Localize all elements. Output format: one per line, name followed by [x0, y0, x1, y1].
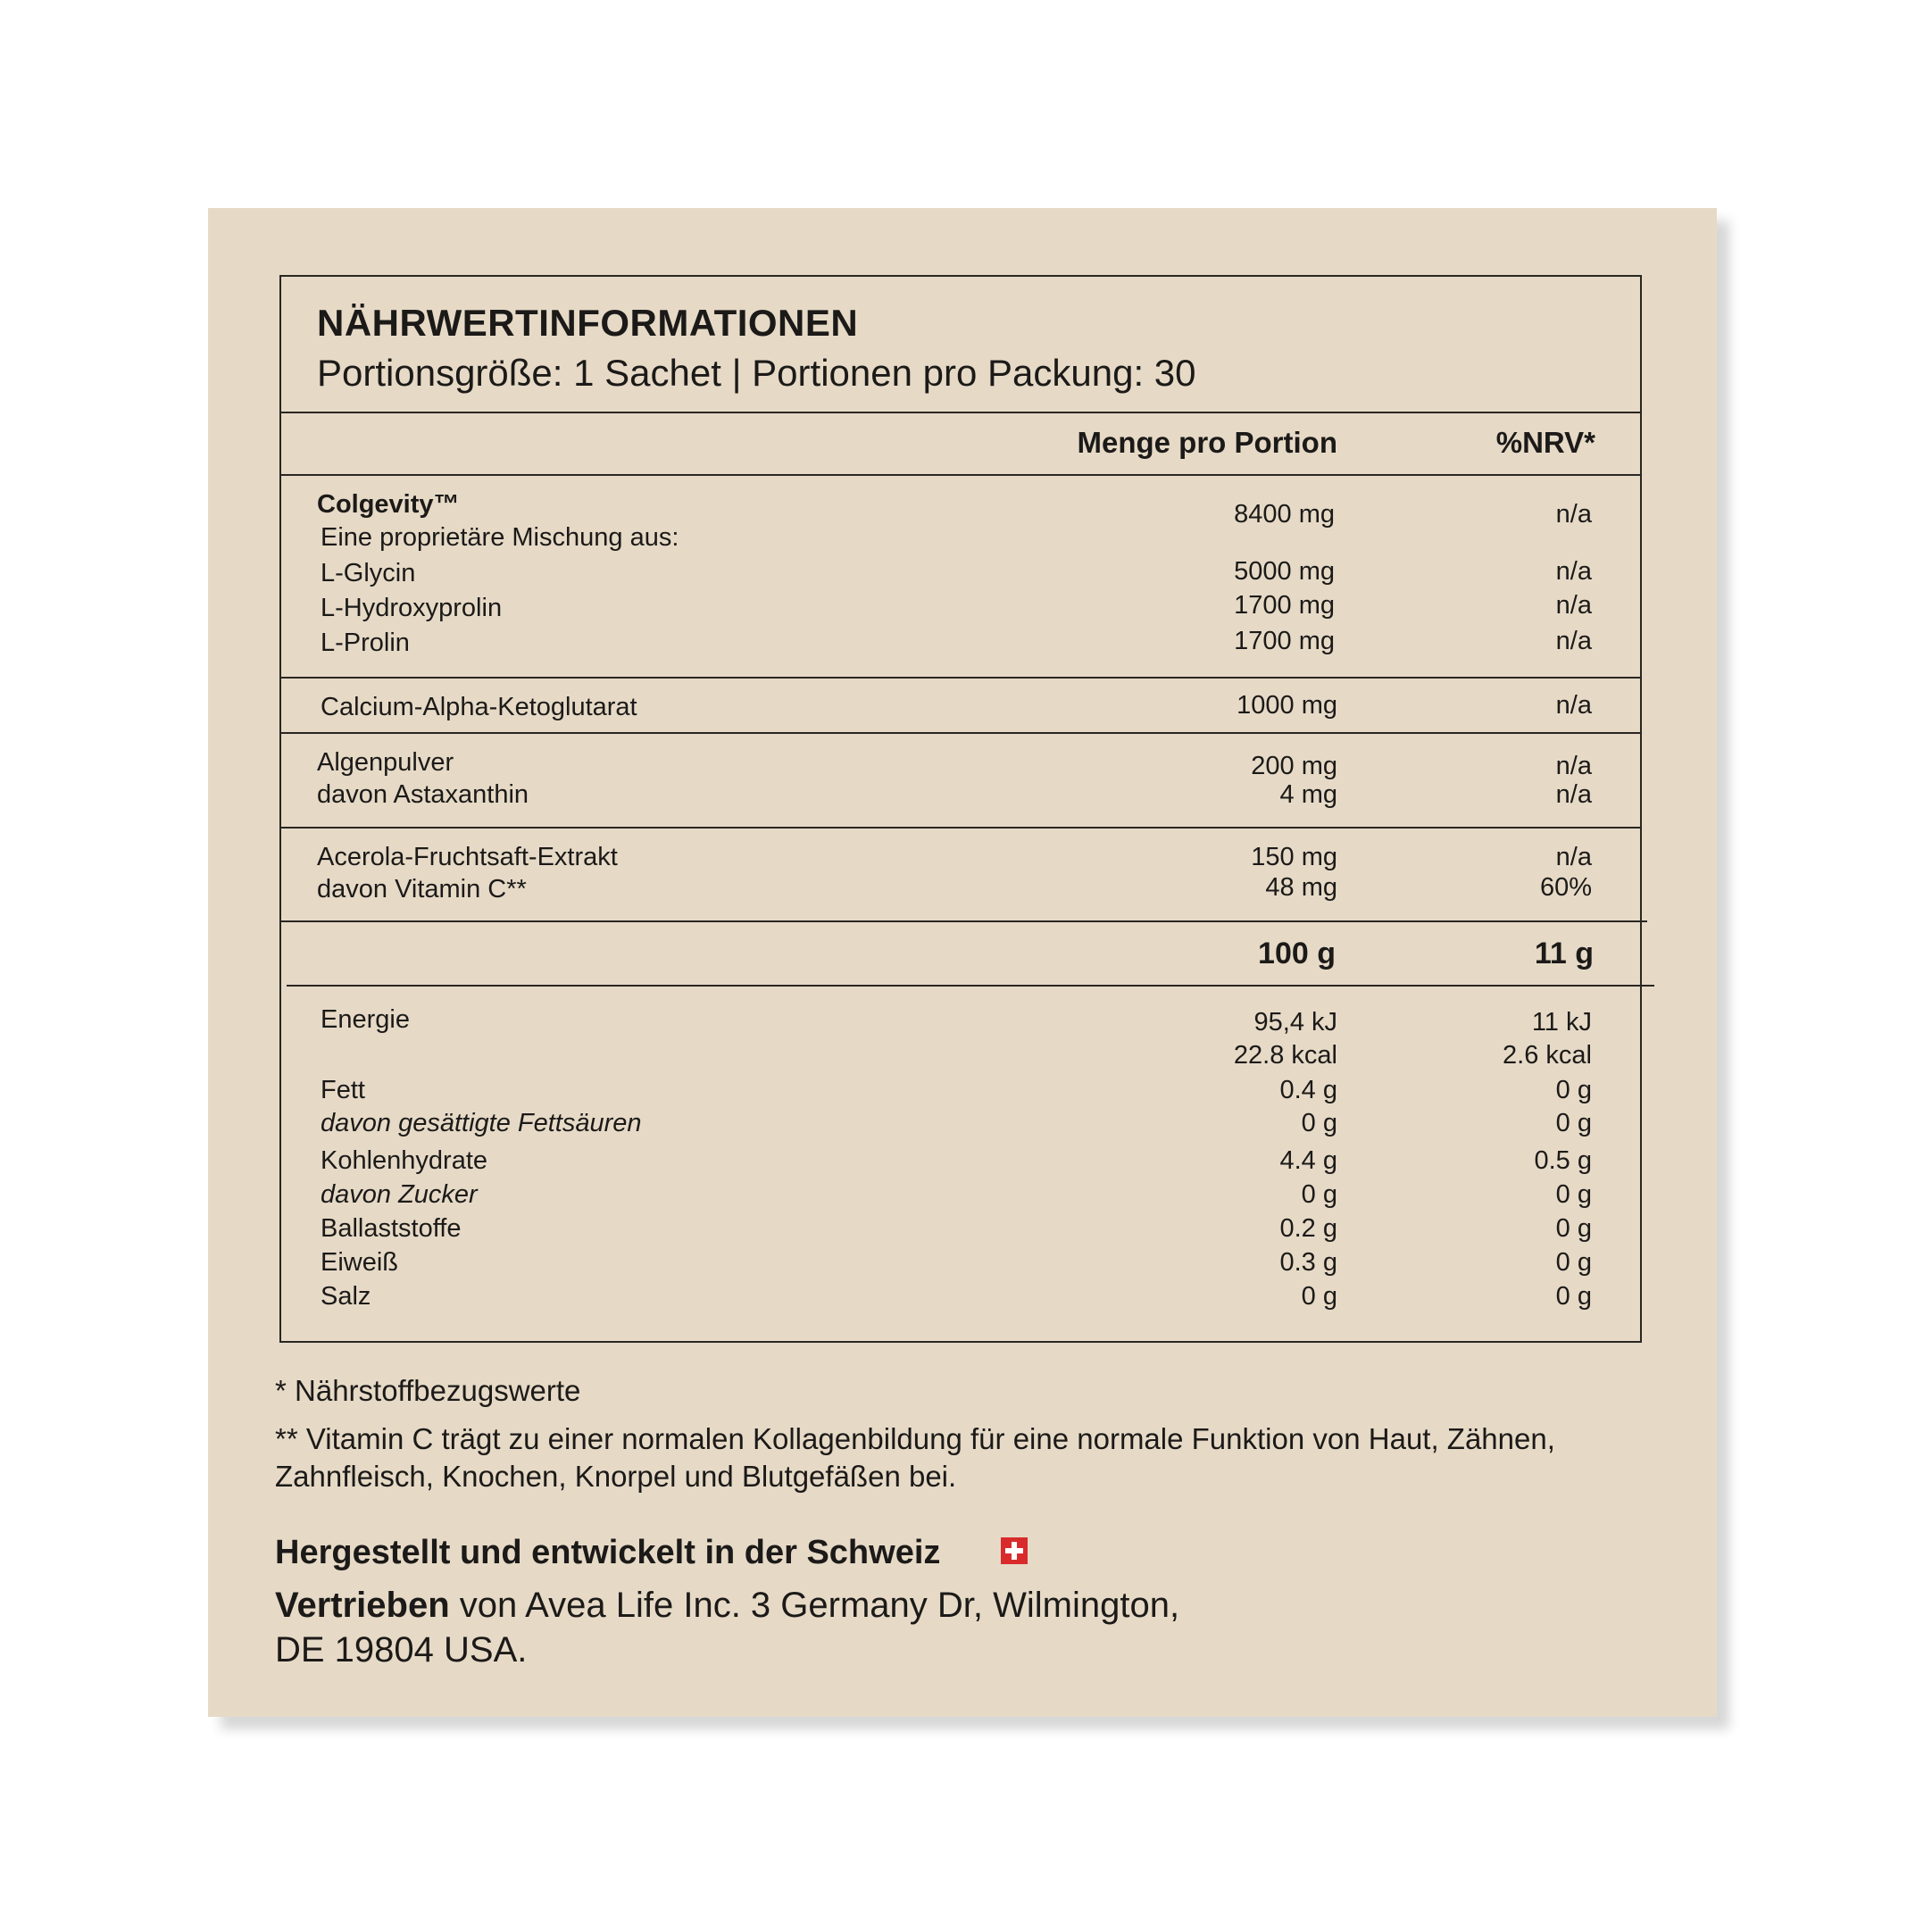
distributor-address-line2: DE 19804 USA. [275, 1630, 528, 1670]
nrv-column-header: %NRV* [1495, 426, 1595, 459]
nutrient-name: Ballaststoffe [321, 1214, 462, 1243]
ingredient-amount: 1000 mg [1237, 691, 1337, 720]
ingredient-amount: 150 mg [1251, 843, 1337, 871]
nutrient-per-portion: 0 g [1555, 1180, 1592, 1209]
ingredient-nrv: n/a [1555, 591, 1592, 620]
ingredient-name: Calcium-Alpha-Ketoglutarat [321, 693, 637, 721]
distributor-address: von Avea Life Inc. 3 Germany Dr, Wilmington, [449, 1586, 1180, 1625]
serving-info: Portionsgröße: 1 Sachet | Portionen pro Packung: 30 [317, 352, 1196, 394]
swiss-flag-icon [1001, 1537, 1028, 1564]
ingredient-amount: 4 mg [1279, 780, 1337, 809]
blend-label: Eine proprietäre Mischung aus: [321, 523, 679, 552]
ingredient-nrv: n/a [1555, 752, 1592, 780]
ingredient-amount: 5000 mg [1234, 557, 1335, 586]
nutrient-per100: 0 g [1301, 1180, 1337, 1209]
ingredient-amount: 48 mg [1265, 873, 1337, 902]
ingredient-name: davon Vitamin C** [317, 875, 527, 904]
nutrient-per100: 0.3 g [1279, 1248, 1337, 1277]
ingredient-nrv: n/a [1555, 843, 1592, 871]
ingredient-amount: 1700 mg [1234, 627, 1335, 655]
nutrient-per-portion: 0.5 g [1534, 1146, 1592, 1175]
ingredient-name: L-Glycin [321, 559, 416, 587]
divider [279, 677, 1642, 679]
per-portion-header: 11 g [1534, 937, 1594, 970]
footnote-nrv: * Nährstoffbezugswerte [275, 1374, 581, 1407]
nutrient-per100: 0 g [1301, 1282, 1337, 1311]
nutrient-name: Eiweiß [321, 1248, 399, 1277]
ingredient-name: L-Prolin [321, 629, 410, 657]
nutrient-name: Fett [321, 1076, 365, 1104]
colgevity-name: Colgevity™ [317, 490, 460, 519]
divider [279, 920, 1647, 922]
footnote-vitamin-c: ** Vitamin C trägt zu einer normalen Kollagenbildung für eine normale Funktion von Haut, Zähnen, [275, 1422, 1555, 1455]
colgevity-nrv: n/a [1555, 500, 1592, 529]
ingredient-name: davon Astaxanthin [317, 780, 529, 809]
amount-column-header: Menge pro Portion [1077, 426, 1337, 459]
nutrient-name: davon Zucker [321, 1180, 478, 1209]
nutrient-per-portion: 0 g [1555, 1282, 1592, 1311]
ingredient-name: Acerola-Fruchtsaft-Extrakt [317, 843, 618, 871]
divider [279, 474, 1642, 476]
nutrient-per-portion: 0 g [1555, 1214, 1592, 1243]
nutrient-name: Kohlenhydrate [321, 1146, 488, 1175]
nutrient-per100: 95,4 kJ [1253, 1008, 1337, 1037]
panel-title: NÄHRWERTINFORMATIONEN [317, 302, 859, 344]
ingredient-nrv: 60% [1539, 873, 1592, 902]
footnote-vitamin-c-cont: Zahnfleisch, Knochen, Knorpel und Blutgefäßen bei. [275, 1460, 957, 1493]
divider [287, 985, 1654, 987]
nutrient-per100: 0.4 g [1279, 1076, 1337, 1104]
divider [279, 732, 1642, 734]
colgevity-amount: 8400 mg [1234, 500, 1335, 529]
ingredient-name: L-Hydroxyprolin [321, 594, 503, 622]
ingredient-nrv: n/a [1555, 557, 1592, 586]
nutrient-name: Salz [321, 1282, 371, 1311]
nutrient-per100: 0 g [1301, 1109, 1337, 1137]
nutrient-name: Energie [321, 1005, 410, 1034]
ingredient-name: Algenpulver [317, 748, 454, 777]
nutrient-per100: 22.8 kcal [1233, 1041, 1337, 1070]
nutrient-per100: 0.2 g [1279, 1214, 1337, 1243]
distributor-line [275, 1587, 1179, 1623]
nutrient-per-portion: 0 g [1555, 1076, 1592, 1104]
ingredient-nrv: n/a [1555, 691, 1592, 720]
distributor-label: Vertrieben [275, 1586, 450, 1625]
nutrient-name: davon gesättigte Fettsäuren [321, 1109, 642, 1137]
nutrient-per-portion: 2.6 kcal [1503, 1041, 1592, 1070]
ingredient-amount: 1700 mg [1234, 591, 1335, 620]
nutrient-per-portion: 0 g [1555, 1109, 1592, 1137]
divider [279, 827, 1642, 829]
label-card [208, 208, 1717, 1717]
ingredient-nrv: n/a [1555, 627, 1592, 655]
per-100g-header: 100 g [1258, 937, 1336, 970]
ingredient-amount: 200 mg [1251, 752, 1337, 780]
made-in-switzerland: Hergestellt und entwickelt in der Schweiz [275, 1534, 941, 1571]
nutrient-per-portion: 11 kJ [1531, 1008, 1592, 1037]
divider [279, 412, 1642, 413]
ingredient-nrv: n/a [1555, 780, 1592, 809]
nutrient-per-portion: 0 g [1555, 1248, 1592, 1277]
nutrition-panel [279, 275, 1642, 1343]
nutrient-per100: 4.4 g [1279, 1146, 1337, 1175]
